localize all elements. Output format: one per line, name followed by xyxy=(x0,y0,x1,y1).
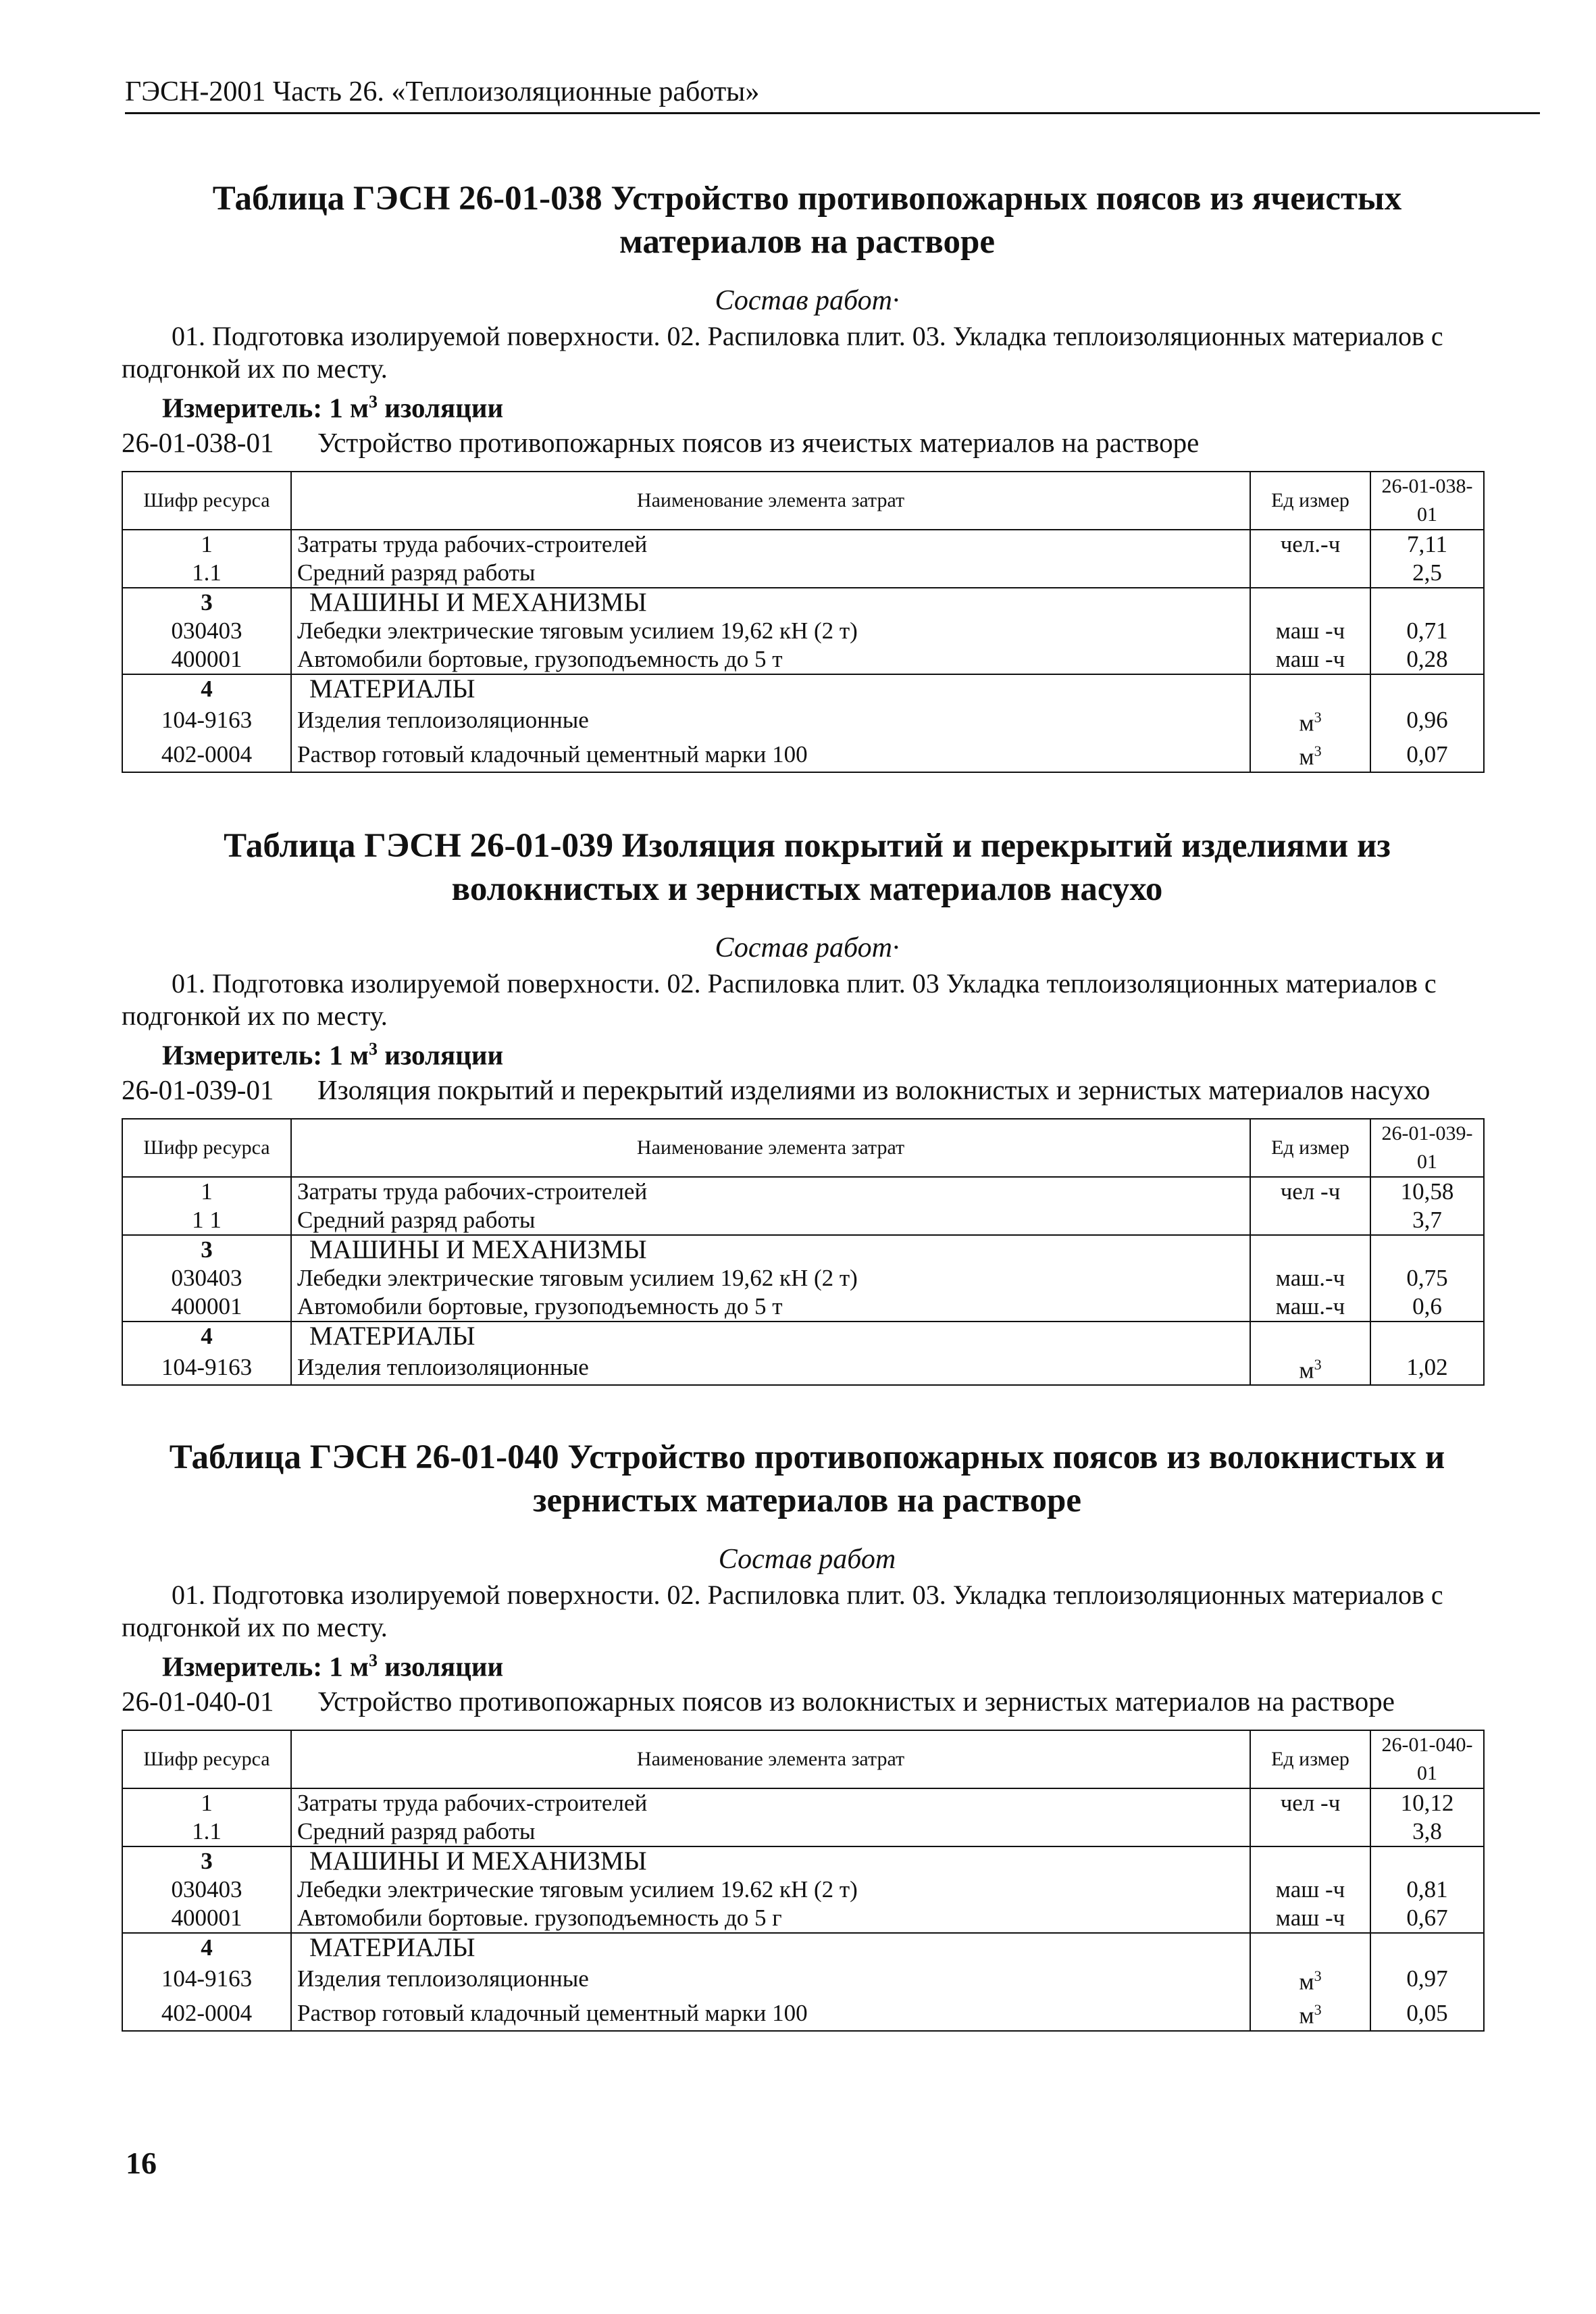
table-row xyxy=(122,1264,1484,1292)
resource-name: Средний разряд работы xyxy=(291,1817,1250,1846)
unit-text: маш -ч xyxy=(1275,645,1345,672)
table-row xyxy=(122,1292,1484,1322)
resource-unit xyxy=(1250,1876,1370,1904)
unit-text: маш -ч xyxy=(1275,1876,1345,1903)
norm-code-line xyxy=(122,1684,1493,1719)
unit-text: м xyxy=(1299,2002,1314,2029)
meter-tail: изоляции xyxy=(377,1039,504,1071)
resource-value: 0,97 xyxy=(1370,1962,1484,1996)
header-code: Шифр ресурса xyxy=(122,1730,291,1788)
unit-text: маш.-ч xyxy=(1275,1292,1345,1319)
resource-unit xyxy=(1250,1962,1370,1996)
table-row xyxy=(122,737,1484,772)
header-norm-code: 26-01-038-01 xyxy=(1370,472,1484,530)
norm-code: 26-01-039-01 xyxy=(122,1074,274,1105)
resource-value: 0,81 xyxy=(1370,1876,1484,1904)
norm-code-line xyxy=(122,1072,1493,1107)
resource-code: 402-0004 xyxy=(122,737,291,772)
header-unit: Ед измер xyxy=(1250,1730,1370,1788)
resource-code: 1.1 xyxy=(122,559,291,588)
table-row xyxy=(122,1351,1484,1386)
table-row xyxy=(122,617,1484,645)
header-norm-code: 26-01-039-01 xyxy=(1370,1119,1484,1177)
resource-section-name: МАШИНЫ И МЕХАНИЗМЫ xyxy=(291,1235,1250,1264)
resource-value xyxy=(1370,674,1484,703)
unit-exponent: 3 xyxy=(1314,743,1322,760)
page-number: 16 xyxy=(126,2146,157,2180)
resource-unit xyxy=(1250,530,1370,559)
meter-value: 1 м xyxy=(329,1039,369,1071)
resource-unit xyxy=(1250,588,1370,617)
resource-unit xyxy=(1250,1933,1370,1962)
header-name: Наименование элемента затрат xyxy=(291,472,1250,530)
unit-text: м xyxy=(1299,1357,1314,1384)
resource-name: Раствор готовый кладочный цементный марки 100 xyxy=(291,1996,1250,2031)
resource-name: Затраты труда рабочих-строителей xyxy=(291,530,1250,559)
header-name: Наименование элемента затрат xyxy=(291,1730,1250,1788)
resource-value: 3,8 xyxy=(1370,1817,1484,1846)
unit-text: маш.-ч xyxy=(1275,1264,1345,1291)
resource-name: Средний разряд работы xyxy=(291,1206,1250,1235)
page-header: ГЭСН-2001 Часть 26. «Теплоизоляционные работы» xyxy=(125,76,1540,114)
table-row xyxy=(122,1322,1484,1351)
meter-label: Измеритель: xyxy=(162,1651,323,1682)
resource-code: 030403 xyxy=(122,1264,291,1292)
resource-value: 10,58 xyxy=(1370,1177,1484,1206)
header-code: Шифр ресурса xyxy=(122,472,291,530)
table-row xyxy=(122,703,1484,738)
table-row xyxy=(122,1876,1484,1904)
resource-code: 030403 xyxy=(122,617,291,645)
table-row xyxy=(122,530,1484,559)
resource-value xyxy=(1370,1235,1484,1264)
unit-text: маш -ч xyxy=(1275,617,1345,644)
resource-name: Изделия теплоизоляционные xyxy=(291,1351,1250,1386)
meter-unit-exponent: 3 xyxy=(368,1039,378,1059)
resource-code: 1 1 xyxy=(122,1206,291,1235)
resource-code: 3 xyxy=(122,588,291,617)
resource-table xyxy=(122,1118,1485,1386)
resource-section-name: МАТЕРИАЛЫ xyxy=(291,674,1250,703)
resource-name: Лебедки электрические тяговым усилием 19,62 кН (2 т) xyxy=(291,1264,1250,1292)
meter-tail: изоляции xyxy=(377,1651,504,1682)
unit-exponent: 3 xyxy=(1314,2001,1322,2019)
resource-unit xyxy=(1250,703,1370,738)
resource-value: 0,67 xyxy=(1370,1904,1484,1933)
meter-line xyxy=(162,385,1493,425)
table-row xyxy=(122,1788,1484,1817)
resource-code: 400001 xyxy=(122,645,291,674)
works-composition-heading: Состав работ xyxy=(718,1544,896,1575)
resource-value: 0,75 xyxy=(1370,1264,1484,1292)
works-composition-heading: Состав работ· xyxy=(715,932,900,963)
resource-unit xyxy=(1250,1788,1370,1817)
resource-unit xyxy=(1250,1235,1370,1264)
table-row xyxy=(122,674,1484,703)
resource-unit xyxy=(1250,1206,1370,1235)
resource-section-name: МАШИНЫ И МЕХАНИЗМЫ xyxy=(291,1846,1250,1876)
resource-name: Средний разряд работы xyxy=(291,559,1250,588)
resource-name: Затраты труда рабочих-строителей xyxy=(291,1788,1250,1817)
header-unit: Ед измер xyxy=(1250,472,1370,530)
resource-code: 402-0004 xyxy=(122,1996,291,2031)
resource-name: Изделия теплоизоляционные xyxy=(291,703,1250,738)
resource-value: 1,02 xyxy=(1370,1351,1484,1386)
resource-name: Автомобили бортовые. грузоподъемность до 5 г xyxy=(291,1904,1250,1933)
resource-unit xyxy=(1250,617,1370,645)
resource-unit xyxy=(1250,645,1370,674)
resource-unit xyxy=(1250,1292,1370,1322)
resource-name: Автомобили бортовые, грузоподъемность до 5 т xyxy=(291,645,1250,674)
resource-section-name: МАШИНЫ И МЕХАНИЗМЫ xyxy=(291,588,1250,617)
resource-unit xyxy=(1250,1264,1370,1292)
resource-code: 4 xyxy=(122,674,291,703)
resource-code: 1 xyxy=(122,1788,291,1817)
resource-unit xyxy=(1250,1817,1370,1846)
header-code: Шифр ресурса xyxy=(122,1119,291,1177)
meter-line xyxy=(162,1644,1493,1684)
resource-code: 030403 xyxy=(122,1876,291,1904)
meter-value: 1 м xyxy=(329,392,369,424)
table-row xyxy=(122,1996,1484,2031)
table-row xyxy=(122,1933,1484,1962)
resource-code: 104-9163 xyxy=(122,1351,291,1386)
resource-value: 0,6 xyxy=(1370,1292,1484,1322)
resource-code: 104-9163 xyxy=(122,703,291,738)
norm-code: 26-01-038-01 xyxy=(122,426,274,458)
meter-line xyxy=(162,1032,1493,1072)
unit-text: чел -ч xyxy=(1280,1789,1341,1816)
norm-description: Устройство противопожарных поясов из ячеистых материалов на растворе xyxy=(317,426,1200,458)
table-row xyxy=(122,645,1484,674)
table-header-row xyxy=(122,472,1484,530)
table-title: Таблица ГЭСН 26-01-039 Изоляция покрытий и перекрытий изделиями из волокнистых и зернистых материалов насухо xyxy=(224,827,1391,908)
table-title: Таблица ГЭСН 26-01-038 Устройство противопожарных поясов из ячеистых материалов на растворе xyxy=(212,180,1402,261)
resource-table xyxy=(122,471,1485,773)
resource-unit xyxy=(1250,559,1370,588)
resource-code: 1 xyxy=(122,530,291,559)
resource-unit xyxy=(1250,1351,1370,1386)
norm-description: Изоляция покрытий и перекрытий изделиями из волокнистых и зернистых материалов насухо xyxy=(317,1074,1431,1105)
resource-unit xyxy=(1250,674,1370,703)
norm-section-039 xyxy=(122,824,1493,1386)
unit-text: маш -ч xyxy=(1275,1904,1345,1931)
resource-value xyxy=(1370,1322,1484,1351)
resource-section-name: МАТЕРИАЛЫ xyxy=(291,1933,1250,1962)
resource-code: 400001 xyxy=(122,1292,291,1322)
works-composition-heading: Состав работ· xyxy=(715,285,900,316)
resource-unit xyxy=(1250,1904,1370,1933)
unit-text: м xyxy=(1299,709,1314,736)
table-row xyxy=(122,1904,1484,1933)
meter-label: Измеритель: xyxy=(162,392,323,424)
meter-unit-exponent: 3 xyxy=(368,392,378,411)
resource-value: 10,12 xyxy=(1370,1788,1484,1817)
resource-code: 3 xyxy=(122,1846,291,1876)
unit-text: м xyxy=(1299,1968,1314,1995)
resource-name: Изделия теплоизоляционные xyxy=(291,1962,1250,1996)
table-row xyxy=(122,1962,1484,1996)
resource-code: 1.1 xyxy=(122,1817,291,1846)
norm-code-line xyxy=(122,425,1493,460)
meter-value: 1 м xyxy=(329,1651,369,1682)
header-unit: Ед измер xyxy=(1250,1119,1370,1177)
resource-name: Лебедки электрические тяговым усилием 19,62 кН (2 т) xyxy=(291,617,1250,645)
meter-unit-exponent: 3 xyxy=(368,1651,378,1670)
unit-exponent: 3 xyxy=(1314,708,1322,726)
resource-name: Раствор готовый кладочный цементный марки 100 xyxy=(291,737,1250,772)
unit-text: чел.-ч xyxy=(1280,530,1341,557)
table-row xyxy=(122,1817,1484,1846)
table-header-row xyxy=(122,1119,1484,1177)
resource-value: 0,07 xyxy=(1370,737,1484,772)
header-norm-code: 26-01-040-01 xyxy=(1370,1730,1484,1788)
resource-code: 1 xyxy=(122,1177,291,1206)
table-row xyxy=(122,588,1484,617)
resource-value: 0,05 xyxy=(1370,1996,1484,2031)
resource-unit xyxy=(1250,737,1370,772)
table-title: Таблица ГЭСН 26-01-040 Устройство противопожарных поясов из волокнистых и зернистых материалов на растворе xyxy=(169,1438,1445,1519)
table-row xyxy=(122,1177,1484,1206)
meter-tail: изоляции xyxy=(377,392,504,424)
unit-exponent: 3 xyxy=(1314,1355,1322,1373)
resource-value: 0,96 xyxy=(1370,703,1484,738)
resource-value: 7,11 xyxy=(1370,530,1484,559)
header-name: Наименование элемента затрат xyxy=(291,1119,1250,1177)
works-composition-text: 01. Подготовка изолируемой поверхности. 02. Распиловка плит. 03 Укладка теплоизоляционных материалов с подгонкой их по месту. xyxy=(122,968,1437,1031)
resource-value: 3,7 xyxy=(1370,1206,1484,1235)
table-row xyxy=(122,1846,1484,1876)
table-header-row xyxy=(122,1730,1484,1788)
resource-code: 104-9163 xyxy=(122,1962,291,1996)
resource-value xyxy=(1370,1846,1484,1876)
resource-code: 400001 xyxy=(122,1904,291,1933)
works-composition-text: 01. Подготовка изолируемой поверхности. 02. Распиловка плит. 03. Укладка теплоизоляционных материалов с подгонкой их по месту. xyxy=(122,1580,1443,1642)
resource-unit xyxy=(1250,1322,1370,1351)
resource-code: 3 xyxy=(122,1235,291,1264)
resource-unit xyxy=(1250,1177,1370,1206)
table-row xyxy=(122,1235,1484,1264)
resource-value xyxy=(1370,1933,1484,1962)
norm-description: Устройство противопожарных поясов из волокнистых и зернистых материалов на растворе xyxy=(317,1685,1395,1717)
resource-name: Затраты труда рабочих-строителей xyxy=(291,1177,1250,1206)
resource-code: 4 xyxy=(122,1322,291,1351)
resource-value: 2,5 xyxy=(1370,559,1484,588)
resource-value: 0,28 xyxy=(1370,645,1484,674)
meter-label: Измеритель: xyxy=(162,1039,323,1071)
norm-code: 26-01-040-01 xyxy=(122,1685,274,1717)
unit-text: чел -ч xyxy=(1280,1178,1341,1205)
resource-value: 0,71 xyxy=(1370,617,1484,645)
resource-code: 4 xyxy=(122,1933,291,1962)
works-composition-text: 01. Подготовка изолируемой поверхности. 02. Распиловка плит. 03. Укладка теплоизоляционных материалов с подгонкой их по месту. xyxy=(122,321,1443,384)
resource-name: Лебедки электрические тяговым усилием 19.62 кН (2 т) xyxy=(291,1876,1250,1904)
resource-table xyxy=(122,1730,1485,2032)
resource-section-name: МАТЕРИАЛЫ xyxy=(291,1322,1250,1351)
table-row xyxy=(122,559,1484,588)
resource-unit xyxy=(1250,1996,1370,2031)
resource-value xyxy=(1370,588,1484,617)
norm-section-038 xyxy=(122,177,1493,773)
resource-name: Автомобили бортовые, грузоподъемность до 5 т xyxy=(291,1292,1250,1322)
resource-unit xyxy=(1250,1846,1370,1876)
norm-section-040 xyxy=(122,1436,1493,2032)
unit-exponent: 3 xyxy=(1314,1967,1322,1984)
table-row xyxy=(122,1206,1484,1235)
unit-text: м xyxy=(1299,743,1314,770)
